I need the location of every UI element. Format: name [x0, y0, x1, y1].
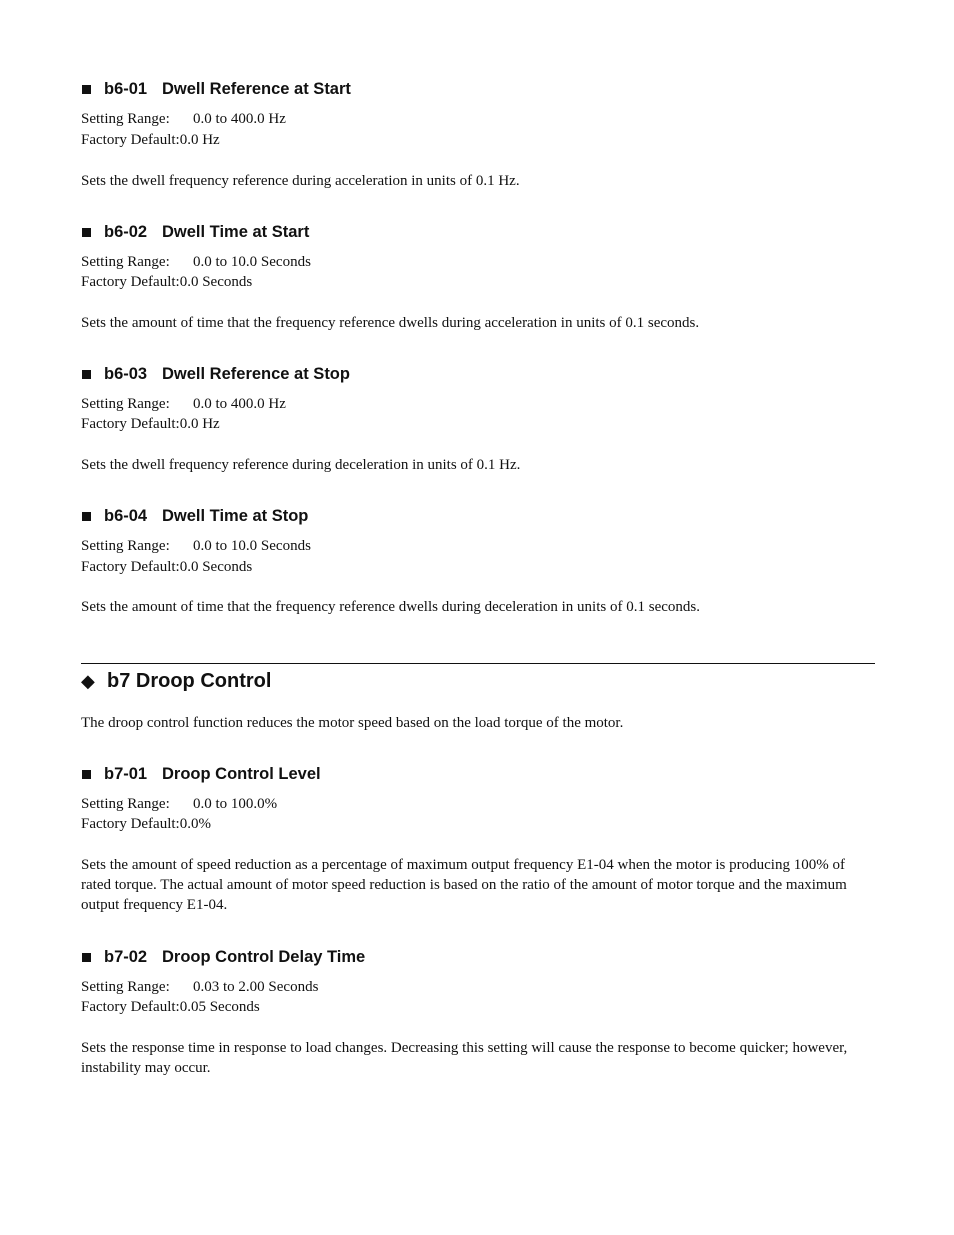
setting-range [81, 252, 311, 272]
param-heading-b6-03 [81, 364, 350, 384]
setting-range-label: Setting Range: [81, 796, 170, 812]
param-code: b6-02 [104, 223, 148, 241]
setting-range-label: Setting Range: [81, 396, 170, 412]
setting-range [81, 794, 277, 814]
param-title: Dwell Time at Start [162, 223, 310, 241]
section-title: b7 Droop Control [107, 670, 272, 692]
param-heading-b6-04 [81, 506, 308, 526]
factory-default: Factory Default:0.0 Hz [81, 416, 220, 432]
setting-range-value: 0.03 to 2.00 Seconds [193, 979, 319, 995]
section-divider [81, 663, 875, 664]
square-bullet-icon [82, 370, 91, 379]
param-title: Droop Control Delay Time [162, 948, 366, 966]
section-heading-b7 [81, 669, 271, 693]
setting-range-value: 0.0 to 400.0 Hz [193, 111, 286, 127]
square-bullet-icon [82, 953, 91, 962]
param-title: Dwell Reference at Stop [162, 365, 350, 383]
setting-range-label: Setting Range: [81, 254, 170, 270]
setting-range [81, 977, 318, 997]
param-code: b7-01 [104, 765, 148, 783]
setting-range [81, 394, 286, 414]
setting-range-value: 0.0 to 10.0 Seconds [193, 538, 311, 554]
param-code: b6-01 [104, 80, 148, 98]
setting-range-value: 0.0 to 100.0% [193, 796, 278, 812]
setting-range-label: Setting Range: [81, 111, 170, 127]
param-title: Droop Control Level [162, 765, 321, 783]
param-description: Sets the amount of speed reduction as a percentage of maximum output frequency E1-04 when the motor is producing 100% of rated torque. The actual amount of motor speed reduction is based on the ratio of the amount of motor torque and the maximum output frequency E1-04. [81, 857, 847, 913]
factory-default: Factory Default:0.0 Hz [81, 132, 220, 148]
param-heading-b7-02 [81, 947, 365, 967]
setting-range-label: Setting Range: [81, 979, 170, 995]
param-description: Sets the amount of time that the frequency reference dwells during acceleration in units of 0.1 seconds. [81, 315, 700, 331]
setting-range-value: 0.0 to 10.0 Seconds [193, 254, 311, 270]
square-bullet-icon [82, 770, 91, 779]
square-bullet-icon [82, 85, 91, 94]
param-code: b6-04 [104, 507, 148, 525]
param-description: Sets the dwell frequency reference during acceleration in units of 0.1 Hz. [81, 173, 520, 189]
param-code: b6-03 [104, 365, 148, 383]
param-description: Sets the response time in response to load changes. Decreasing this setting will cause the response to become quicker; however, instability may occur. [81, 1040, 848, 1076]
param-code: b7-02 [104, 948, 148, 966]
section-intro: The droop control function reduces the motor speed based on the load torque of the motor. [81, 715, 624, 731]
factory-default: Factory Default:0.0 Seconds [81, 274, 253, 290]
param-title: Dwell Time at Stop [162, 507, 309, 525]
param-heading-b6-01 [81, 79, 351, 99]
factory-default: Factory Default:0.05 Seconds [81, 999, 260, 1015]
diamond-icon: ◆ [81, 671, 95, 691]
param-title: Dwell Reference at Start [162, 80, 351, 98]
factory-default: Factory Default:0.0 Seconds [81, 559, 253, 575]
setting-range [81, 536, 311, 556]
setting-range-label: Setting Range: [81, 538, 170, 554]
factory-default: Factory Default:0.0% [81, 816, 211, 832]
square-bullet-icon [82, 512, 91, 521]
param-description: Sets the dwell frequency reference during deceleration in units of 0.1 Hz. [81, 457, 521, 473]
square-bullet-icon [82, 228, 91, 237]
setting-range [81, 109, 286, 129]
param-heading-b7-01 [81, 764, 321, 784]
param-description: Sets the amount of time that the frequency reference dwells during deceleration in units of 0.1 seconds. [81, 599, 700, 615]
param-heading-b6-02 [81, 222, 309, 242]
setting-range-value: 0.0 to 400.0 Hz [193, 396, 286, 412]
